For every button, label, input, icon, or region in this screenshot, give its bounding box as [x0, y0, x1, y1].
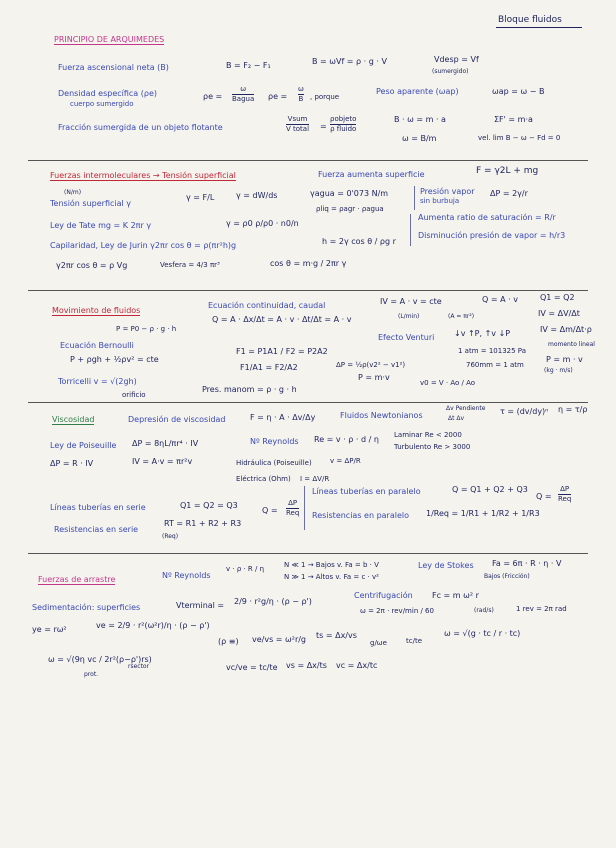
formula-iv-dv-dt: IV = ΔV/Δt: [538, 309, 580, 318]
note-atm-pa: 1 atm = 101325 Pa: [458, 347, 526, 355]
bracket: [414, 186, 415, 210]
label-aumenta-ratio: Aumenta ratio de saturación = R/r: [418, 213, 556, 222]
unit-l-min: (L/min): [398, 313, 420, 320]
formula-poiseuille: ΔP = 8ηL/πr⁴ · IV: [132, 439, 199, 448]
formula-reynolds: Re = v · ρ · d / η: [314, 435, 379, 444]
formula-vterminal-label: Vterminal =: [176, 601, 225, 610]
formula-capilaridad: Capilaridad, Ley de Jurin γ2πr cos θ = ρ(πr²h)g: [50, 241, 237, 250]
formula-pascal: F1 = P1A1 / F2 = P2A2: [236, 347, 328, 356]
label-tension-superficial: Tensión superficial γ: [50, 199, 132, 208]
formula-ley-tate: Ley de Tate mg = K 2πr γ: [50, 221, 152, 230]
fraction-dp-req-2: [558, 486, 571, 503]
label-fraccion-sumergida: Fracción sumergida de un objeto flotante: [58, 123, 223, 132]
label-sedimentacion: Sedimentación: superficies: [32, 603, 141, 612]
formula-ve: ve = 2/9 · r²(ω²r)/η · (ρ − ρ'): [96, 621, 210, 630]
section-heading-movimiento: Movimiento de fluidos: [52, 306, 141, 315]
note-req: (Req): [162, 533, 179, 540]
formula-vc: vc = Δx/tc: [336, 661, 378, 670]
unit-kg-m-s: (kg · m/s): [544, 367, 573, 374]
formula-ve-vs: ve/vs = ω²r/g: [252, 635, 307, 644]
note-prot: prot.: [84, 671, 99, 678]
formula-rt-serie: RT = R1 + R2 + R3: [164, 519, 242, 528]
label-reynolds-arrastre: Nº Reynolds: [162, 571, 211, 580]
label-centrifugacion: Centrifugación: [354, 591, 413, 600]
fraction-numerator: ω: [298, 85, 304, 93]
label-fuerza-ascensional: Fuerza ascensional neta (B): [58, 63, 169, 72]
fraction-denominator: Req: [558, 495, 572, 503]
note-dv-pendiente: Δv Pendiente: [446, 405, 486, 412]
formula-f-a: F1/A1 = F2/A2: [240, 363, 298, 372]
fraction-numerator: ΔP: [288, 499, 298, 507]
formula-iv-mass: IV = Δm/Δt·ρ: [540, 325, 592, 334]
formula-v0: v0 = V · Ao / Ao: [420, 379, 476, 387]
equals-sign: =: [320, 122, 327, 131]
formula-gamma-agua: γagua = 0'073 N/m: [310, 189, 389, 198]
formula-rho-equiv: (ρ ≡): [218, 637, 239, 646]
label-depresion-viscosidad: Depresión de viscosidad: [128, 415, 226, 424]
fraction-rhoe-1: [232, 86, 254, 103]
fraction-numerator: ΔP: [560, 485, 570, 493]
label-presion-vapor: Presión vapor: [420, 187, 475, 196]
label-ley-stokes: Ley de Stokes: [418, 561, 474, 570]
bracket: [410, 214, 411, 246]
formula-peso-aparente: ωap = ω − B: [492, 87, 545, 96]
formula-torricelli: Torricelli v = √(2gh): [58, 377, 137, 386]
label-resistencias-paralelo: Resistencias en paralelo: [312, 511, 410, 520]
formula-vesfera: Vesfera = 4/3 πr³: [160, 261, 220, 269]
formula-i-v-r: I = ΔV/R: [300, 475, 330, 483]
formula-omega-sqrt: ω = √(g · tc / r · tc): [444, 629, 521, 638]
formula-eta-tau: η = τ/ρ: [558, 405, 588, 414]
title-underline: [496, 27, 582, 28]
label-hidraulica: Hidráulica (Poiseuille): [236, 459, 312, 467]
label-tuberias-serie: Líneas tuberías en serie: [50, 503, 146, 512]
section-heading-arrastre: Fuerzas de arrastre: [38, 575, 116, 584]
section-heading-tension: Fuerzas intermoleculares → Tensión superficial: [50, 171, 236, 180]
label-sin-burbuja: sin burbuja: [420, 197, 460, 205]
formula-p-mv: P = m · v: [546, 355, 583, 364]
formula-rho-liq: ρliq = ρagr · ρagua: [316, 205, 384, 213]
formula-q1-q2: Q1 = Q2: [540, 293, 575, 302]
fraction-denominator: B: [298, 95, 304, 103]
fraction-denominator: V total: [286, 125, 310, 133]
note-bajos-friccion: Bajos (Fricción): [484, 573, 530, 580]
formula-f-gamma: F = γ2L + mg: [476, 166, 539, 176]
label-fluidos-newtonianos: Fluidos Newtonianos: [340, 411, 423, 420]
formula-b-f2-f1: B = F₂ − F₁: [226, 61, 271, 70]
formula-delta-p: ΔP = 2γ/r: [490, 189, 528, 198]
formula-bernoulli: P + ρgh + ½ρv² = cte: [70, 355, 159, 364]
note-sumergido: (sumergido): [432, 68, 469, 75]
formula-ts: ts = Δx/vs: [316, 631, 357, 640]
note-rsector: rsector: [128, 663, 150, 670]
formula-q-paralelo: Q = Q1 + Q2 + Q3: [452, 485, 528, 494]
formula-vs: vs = Δx/ts: [286, 661, 327, 670]
fraction-numerator: Vsum: [287, 115, 308, 123]
formula-ye: ye = rω²: [32, 625, 67, 634]
fraction-rhoe-2: [298, 86, 304, 103]
label-poiseuille: Ley de Poiseuille: [50, 441, 117, 450]
section-heading-viscosidad: Viscosidad: [52, 415, 95, 424]
label-momento-lineal: momento lineal: [548, 341, 595, 348]
section-divider: [28, 160, 588, 161]
formula-vc-ve: vc/ve = tc/te: [226, 663, 278, 672]
formula-dp-r-iv: ΔP = R · IV: [50, 459, 94, 468]
section-divider: [28, 402, 588, 403]
formula-sum-f: ΣF' = m·a: [494, 115, 533, 124]
formula-venturi: ↓v ↑P, ↑v ↓P: [454, 329, 511, 338]
formula-iv-area: IV = A·v = πr²v: [132, 457, 193, 466]
label-reynolds: Nº Reynolds: [250, 437, 299, 446]
formula-req-paralelo: 1/Req = 1/R1 + 1/R2 + 1/R3: [426, 509, 540, 518]
fraction-denominator: Req: [286, 509, 300, 517]
bracket: [304, 486, 305, 530]
formula-g-omega: g/ωe: [370, 639, 387, 647]
label-continuidad: Ecuación continuidad, caudal: [208, 301, 326, 310]
formula-q-av: Q = A · v: [482, 295, 518, 304]
formula-gamma-f-l: γ = F/L: [186, 193, 215, 202]
note-rev-rad: 1 rev = 2π rad: [516, 605, 567, 613]
formula-stokes: Fa = 6π · R · η · V: [492, 559, 562, 568]
fraction-denominator: ρ fluido: [330, 125, 357, 133]
note-laminar: Laminar Re < 2000: [394, 431, 462, 439]
formula-omega-full: ω = √(9η vc / 2r²(ρ−ρ')rs): [48, 655, 152, 664]
label-efecto-venturi: Efecto Venturi: [378, 333, 435, 342]
label-bernoulli: Ecuación Bernoulli: [60, 341, 134, 350]
formula-tau: τ = (dv/dy)ⁿ: [500, 407, 549, 416]
formula-vterminal: 2/9 · r²g/η · (ρ − ρ'): [234, 597, 312, 606]
formula-vdesp: Vdesp = Vf: [434, 55, 479, 64]
formula-vel-lim: vel. lim B − ω − Fd = 0: [478, 134, 561, 142]
formula-fc: Fc = m ω² r: [432, 591, 479, 600]
formula-gamma-rho: γ = ρ0 ρ/ρ0 · n0/n: [226, 219, 299, 228]
formula-tc-te: tc/te: [406, 637, 423, 645]
label-electrica: Eléctrica (Ohm): [236, 475, 291, 483]
formula-h-capilar: h = 2γ cos θ / ρg r: [322, 237, 396, 246]
formula-iv-av: IV = A · v = cte: [380, 297, 442, 306]
unit-rad-s: (rad/s): [474, 607, 494, 614]
formula-rhoe-label-2: ρe =: [268, 92, 288, 101]
formula-area: (A = πr²): [448, 313, 475, 320]
section-divider: [28, 290, 588, 291]
note-mm-atm: 760mm = 1 atm: [466, 361, 524, 369]
formula-cos-theta: cos θ = m·g / 2πr γ: [270, 259, 347, 268]
label-densidad-especifica: Densidad específica (ρe): [58, 89, 157, 98]
formula-altos-v: N ≫ 1 → Altos v. Fa = c · v²: [284, 573, 379, 581]
formula-reynolds-arrastre: v · ρ · R / η: [226, 565, 265, 573]
note-dt-dv: Δt Δv: [448, 415, 465, 422]
label-peso-aparente: Peso aparente (ωap): [376, 87, 459, 96]
formula-gamma-dw-ds: γ = dW/ds: [236, 191, 278, 200]
formula-q-label: Q =: [262, 506, 278, 515]
formula-delta-p-venturi: ΔP = ½ρ(v2² − v1²): [336, 361, 406, 369]
fraction-rho-obj-fluid: [330, 116, 356, 133]
formula-omega-rev: ω = 2π · rev/min / 60: [360, 607, 434, 615]
fraction-dp-req: [286, 500, 299, 517]
formula-omega-b-m: ω = B/m: [402, 134, 437, 143]
formula-f-eta: F = η · A · Δv/Δy: [250, 413, 316, 422]
fraction-numerator: ω: [240, 85, 247, 93]
formula-pres-manom: Pres. manom = ρ · g · h: [202, 385, 297, 394]
label-fuerza-aumenta: Fuerza aumenta superficie: [318, 170, 425, 179]
formula-p-mv-2: P = m·v: [358, 373, 390, 382]
formula-rhoe-label: ρe =: [203, 92, 223, 101]
label-orificio: orificio: [122, 391, 146, 399]
formula-gamma-rho-vg: γ2πr cos θ = ρ Vg: [56, 261, 128, 270]
formula-q-label-2: Q =: [536, 492, 552, 501]
formula-bajos-v: N ≪ 1 → Bajos v. Fa = b · V: [284, 561, 379, 569]
note-turbulento: Turbulento Re > 3000: [394, 443, 471, 451]
label-tuberias-paralelo: Líneas tuberías en paralelo: [312, 487, 421, 496]
section-heading-arquimedes: PRINCIPIO DE ARQUIMEDES: [54, 35, 165, 44]
formula-q-serie: Q1 = Q2 = Q3: [180, 501, 238, 510]
label-disminucion-presion: Disminución presión de vapor = h/r3: [418, 231, 566, 240]
label-cuerpo-sumergido: cuerpo sumergido: [70, 100, 134, 108]
label-resistencias-serie: Resistencias en serie: [54, 525, 139, 534]
fraction-denominator: Bagua: [232, 95, 255, 103]
formula-v-dp-r: v = ΔP/R: [330, 457, 361, 465]
page-title: Bloque fluidos: [498, 15, 562, 25]
section-divider: [28, 553, 588, 554]
text-porque: , porque: [310, 93, 340, 101]
unit-n-m: (N/m): [64, 189, 82, 196]
formula-q-derivation: Q = A · Δx/Δt = A · v · Δt/Δt = A · v: [212, 315, 352, 324]
fraction-vsum-vtotal: [286, 116, 309, 133]
fraction-numerator: ρobjeto: [330, 115, 357, 123]
formula-p-p0: P = P0 − ρ · g · h: [116, 325, 177, 333]
formula-b-omega-ma: B · ω = m · a: [394, 115, 446, 124]
formula-b-rho-g-v: B = ωVf = ρ · g · V: [312, 57, 387, 66]
